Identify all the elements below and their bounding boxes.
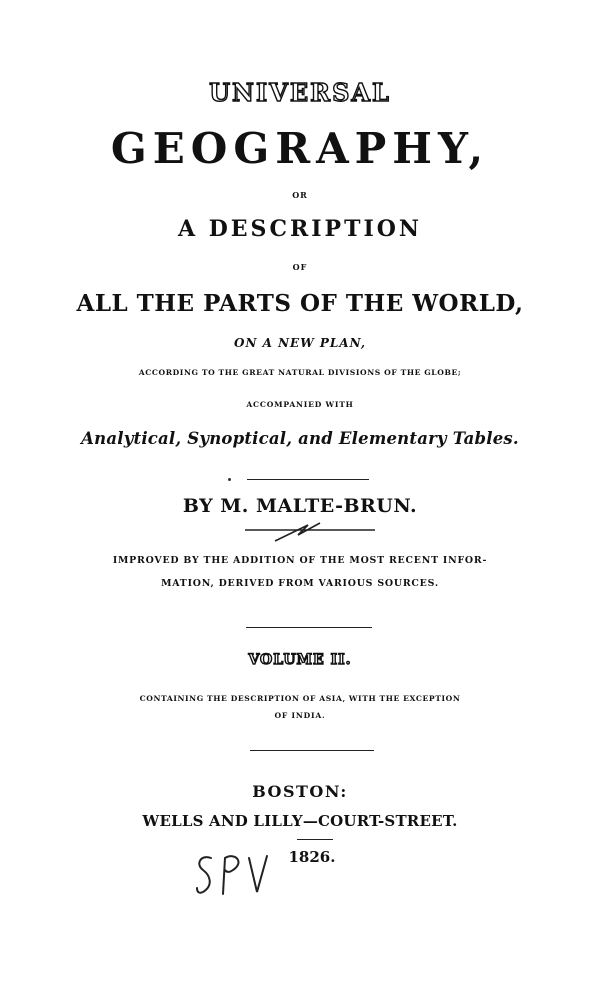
- subtitle-according: ACCORDING TO THE GREAT NATURAL DIVISIONS OF THE GLOBE;: [138, 368, 462, 377]
- containing-line-1: CONTAINING THE DESCRIPTION OF ASIA, WITH THE EXCEPTION: [139, 694, 461, 703]
- preposition-of: OF: [292, 262, 308, 272]
- flourish-divider: [240, 515, 380, 545]
- subtitle-tables: Analytical, Synoptical, and Elementary Tables.: [81, 429, 519, 448]
- improved-line-1: IMPROVED BY THE ADDITION OF THE MOST RECENT INFOR-: [112, 555, 488, 566]
- volume-line: VOLUME II.: [248, 652, 352, 668]
- subtitle-new-plan: ON A NEW PLAN,: [233, 336, 366, 350]
- conjunction-or: OR: [292, 190, 308, 200]
- author-line: BY M. MALTE-BRUN.: [182, 495, 418, 517]
- handwritten-mark: [193, 848, 273, 904]
- imprint-year: 1826.: [288, 848, 336, 866]
- imprint-publisher: WELLS AND LILLY—COURT-STREET.: [142, 812, 458, 830]
- subtitle-description: A DESCRIPTION: [177, 216, 423, 242]
- divider-1: [247, 479, 369, 480]
- subtitle-parts-of-world: ALL THE PARTS OF THE WORLD,: [76, 290, 524, 317]
- title-universal: UNIVERSAL: [209, 78, 391, 107]
- improved-line-2: MATION, DERIVED FROM VARIOUS SOURCES.: [161, 578, 439, 589]
- subtitle-accompanied: ACCOMPANIED WITH: [246, 400, 354, 409]
- title-geography: GEOGRAPHY,: [110, 124, 490, 173]
- ink-speck: [228, 478, 231, 481]
- divider-4: [297, 839, 333, 840]
- divider-3: [250, 750, 374, 751]
- divider-2: [246, 627, 372, 628]
- imprint-place: BOSTON:: [252, 782, 348, 801]
- containing-line-2: OF INDIA.: [274, 711, 326, 720]
